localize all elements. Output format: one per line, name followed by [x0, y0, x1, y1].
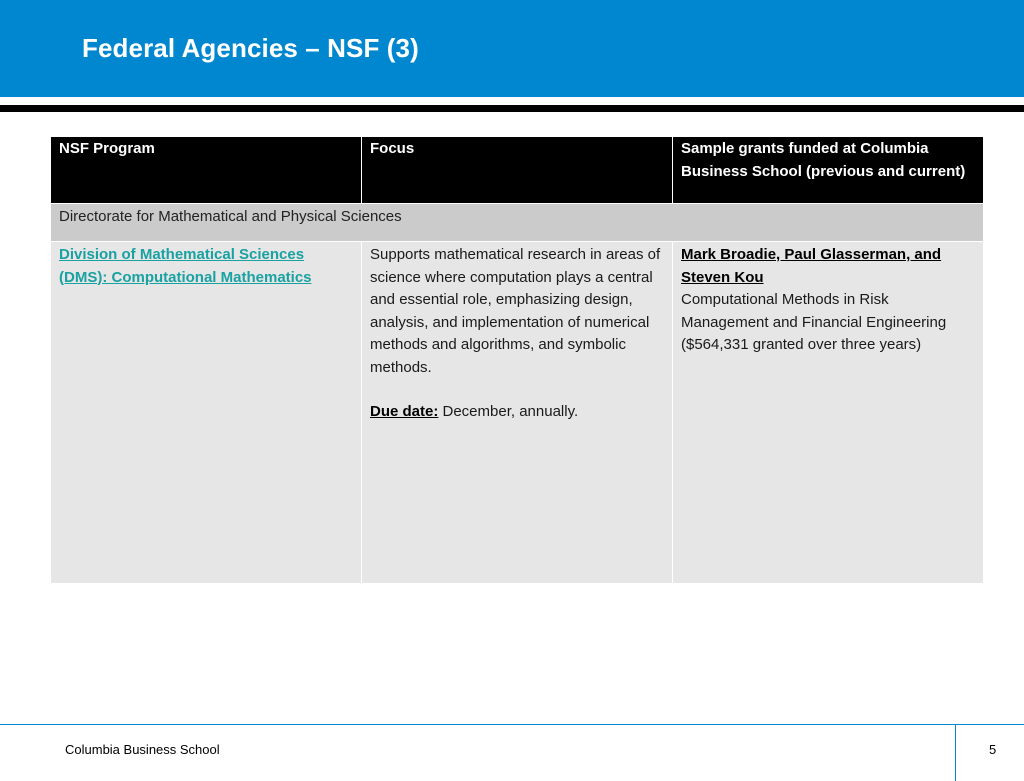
sample-grant-cell [673, 242, 983, 583]
page-number: 5 [989, 742, 997, 757]
column-header-program: NSF Program [51, 137, 361, 203]
due-date-value: December, annually. [438, 403, 579, 420]
slide-title: Federal Agencies – NSF (3) [82, 33, 419, 63]
footer-divider [955, 725, 956, 781]
grant-investigators: Mark Broadie, Paul Glasserman, and Steven Kou [681, 246, 942, 286]
column-header-sample-grants: Sample grants funded at Columbia Business School (previous and current) [673, 137, 983, 203]
nsf-program-table [51, 137, 983, 583]
column-header-focus: Focus [362, 137, 672, 203]
title-bar [0, 0, 1024, 97]
focus-description: Supports mathematical research in areas of science where computation plays a central and essential role, emphasizing design, analysis, and implementation of numerical methods and algorithms, and symbolic methods. [370, 246, 661, 376]
section-row-directorate: Directorate for Mathematical and Physical Sciences [51, 204, 983, 241]
due-date-label: Due date: [370, 403, 439, 420]
grant-description: Computational Methods in Risk Management and Financial Engineering ($564,331 granted over three years) [681, 291, 947, 353]
footer-organization: Columbia Business School [65, 742, 220, 757]
footer-rule [0, 724, 1024, 725]
title-underline-rule [0, 105, 1024, 112]
program-cell [51, 242, 361, 583]
program-link-dms[interactable]: Division of Mathematical Sciences (DMS): Computational Mathematics [59, 246, 312, 286]
focus-cell [362, 242, 672, 583]
paragraph-spacer [370, 379, 664, 401]
due-date-line [370, 401, 664, 424]
